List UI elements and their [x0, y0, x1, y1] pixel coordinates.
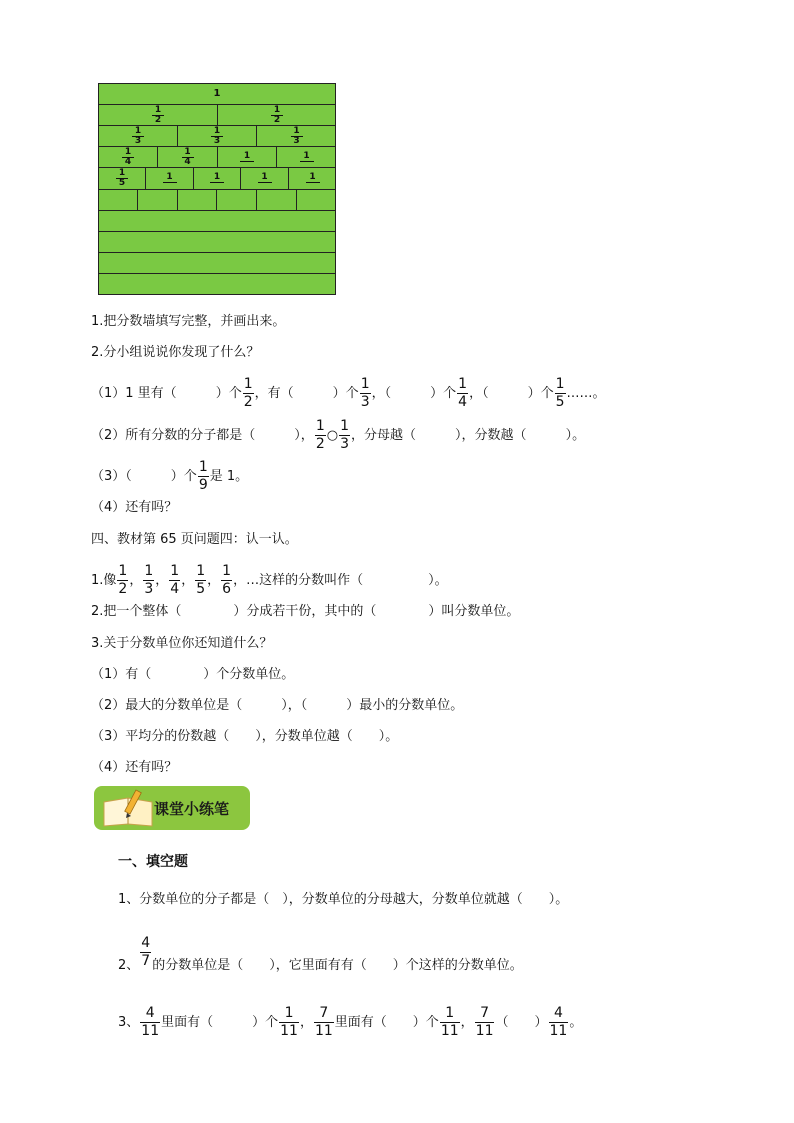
fraction-one-quarter: $\frac{1}{4}$ [458, 376, 468, 410]
wall-cell: 1 [277, 147, 336, 167]
wall-cell [297, 190, 336, 210]
fraction-four-elevenths: $\frac{4}{11}$ [141, 1005, 160, 1039]
ex1-text: 1、分数单位的分子都是（ ），分数单位的分母越大，分数单位就越（ ）。 [118, 892, 569, 907]
wall-cell: $\frac{1}{4}$ [158, 147, 218, 167]
wall-row-whole [99, 84, 335, 105]
wall-cell: $\frac{1}{2}$ [99, 105, 218, 125]
s4-3-text: 3.关于分数单位你还知道什么？ [91, 636, 273, 651]
wall-cell: 1 [218, 147, 277, 167]
s4-3-2-text: （2）最大的分数单位是（ ），（ ）最小的分数单位。 [91, 698, 464, 713]
wall-cell: $\frac{1}{3}$ [257, 126, 336, 146]
wall-cell: $\frac{1}{3}$ [99, 126, 178, 146]
fraction-one-ninth: $\frac{1}{9}$ [198, 459, 208, 493]
wall-cell: $\frac{1}{5}$ [99, 168, 146, 189]
wall-row-empty [99, 232, 335, 253]
wall-cell [257, 190, 297, 210]
wall-cell: 1 [241, 168, 289, 189]
s4-1-line: 1.像 $\frac{1}{2}$ ， $\frac{1}{3}$ ， $\frac{1}{4}$ ， $\frac{1}{5}$ ， $\frac{1}{6}$ ，…这样的分数叫作（ ）。 [91, 563, 448, 597]
wall-cell: $\frac{1}{3}$ [178, 126, 257, 146]
q2-4-text: （4）还有吗？ [91, 500, 178, 515]
practice-badge [94, 786, 250, 830]
wall-row-thirds [99, 126, 335, 147]
wall-cell: $\frac{1}{2}$ [218, 105, 336, 125]
wall-cell: $\frac{1}{4}$ [99, 147, 158, 167]
exercise-title: 一、填空题 [118, 854, 188, 870]
s4-3-4-text: （4）还有吗？ [91, 760, 178, 775]
fraction-four-sevenths: $\frac{4}{7}$ [141, 935, 151, 969]
fraction-one-third: $\frac{1}{3}$ [340, 418, 349, 452]
section-four-title: 四、教材第 65 页问题四：认一认。 [91, 532, 298, 547]
s4-2-text: 2.把一个整体（ ）分成若干份，其中的（ ）叫分数单位。 [91, 604, 520, 619]
wall-cell [99, 190, 138, 210]
wall-cell [178, 190, 217, 210]
q2-2-line: （2）所有分数的分子都是（ ）， $\frac{1}{2}$ ○ $\frac{1}{3}$ ，分母越（ ），分数越（ ）。 [91, 418, 586, 452]
wall-cell [217, 190, 257, 210]
wall-row-fifths [99, 168, 335, 190]
fraction-one-half: $\frac{1}{2}$ [315, 418, 325, 452]
ex3-line: 3、 $\frac{4}{11}$ 里面有（ ）个 $\frac{1}{11}$ ， $\frac{7}{11}$ 里面有（ ）个 $\frac{1}{11}$ ， $\frac{7}{11}$ （ ） $\frac{4}{11}$ 。 [118, 1005, 583, 1039]
ex2-line: 2、 $\frac{4}{7}$ 的分数单位是（ ），它里面有有（ ）个这样的分数单位。 [118, 935, 523, 973]
fraction-wall [98, 83, 336, 295]
wall-row-empty [99, 274, 335, 294]
wall-row-empty [99, 253, 335, 274]
q2-1-line: （1）1 里有（ ）个 $\frac{1}{2}$ ，有（ ）个 $\frac{1}{3}$ ，（ ）个 $\frac{1}{4}$ ，（ ）个 $\frac{1}{5}$ ……。 [91, 376, 606, 410]
q1-text: 1.把分数墙填写完整，并画出来。 [91, 314, 286, 329]
wall-row-sixths [99, 190, 335, 211]
open-book-pencil-icon [100, 788, 158, 828]
wall-cell: 1 [289, 168, 336, 189]
wall-cell: 1 [146, 168, 194, 189]
q2-3-line: （3）（ ）个 $\frac{1}{9}$ 是 1。 [91, 459, 249, 493]
badge-title: 课堂小练笔 [154, 800, 230, 818]
wall-whole-label: 1 [213, 88, 221, 99]
fraction-seven-elevenths: $\frac{7}{11}$ [314, 1005, 333, 1039]
s4-3-3-text: （3）平均分的份数越（ ），分数单位越（ ）。 [91, 729, 399, 744]
wall-row-halves [99, 105, 335, 126]
wall-row-empty [99, 211, 335, 232]
q2-text: 2.分小组说说你发现了什么？ [91, 345, 260, 360]
wall-cell: 1 [194, 168, 241, 189]
wall-cell [138, 190, 178, 210]
fraction-one-fifth: $\frac{1}{5}$ [555, 376, 565, 410]
fraction-one-half: $\frac{1}{2}$ [243, 376, 253, 410]
s4-3-1-text: （1）有（ ）个分数单位。 [91, 667, 295, 682]
wall-row-quarters [99, 147, 335, 168]
fraction-one-third: $\frac{1}{3}$ [360, 376, 370, 410]
